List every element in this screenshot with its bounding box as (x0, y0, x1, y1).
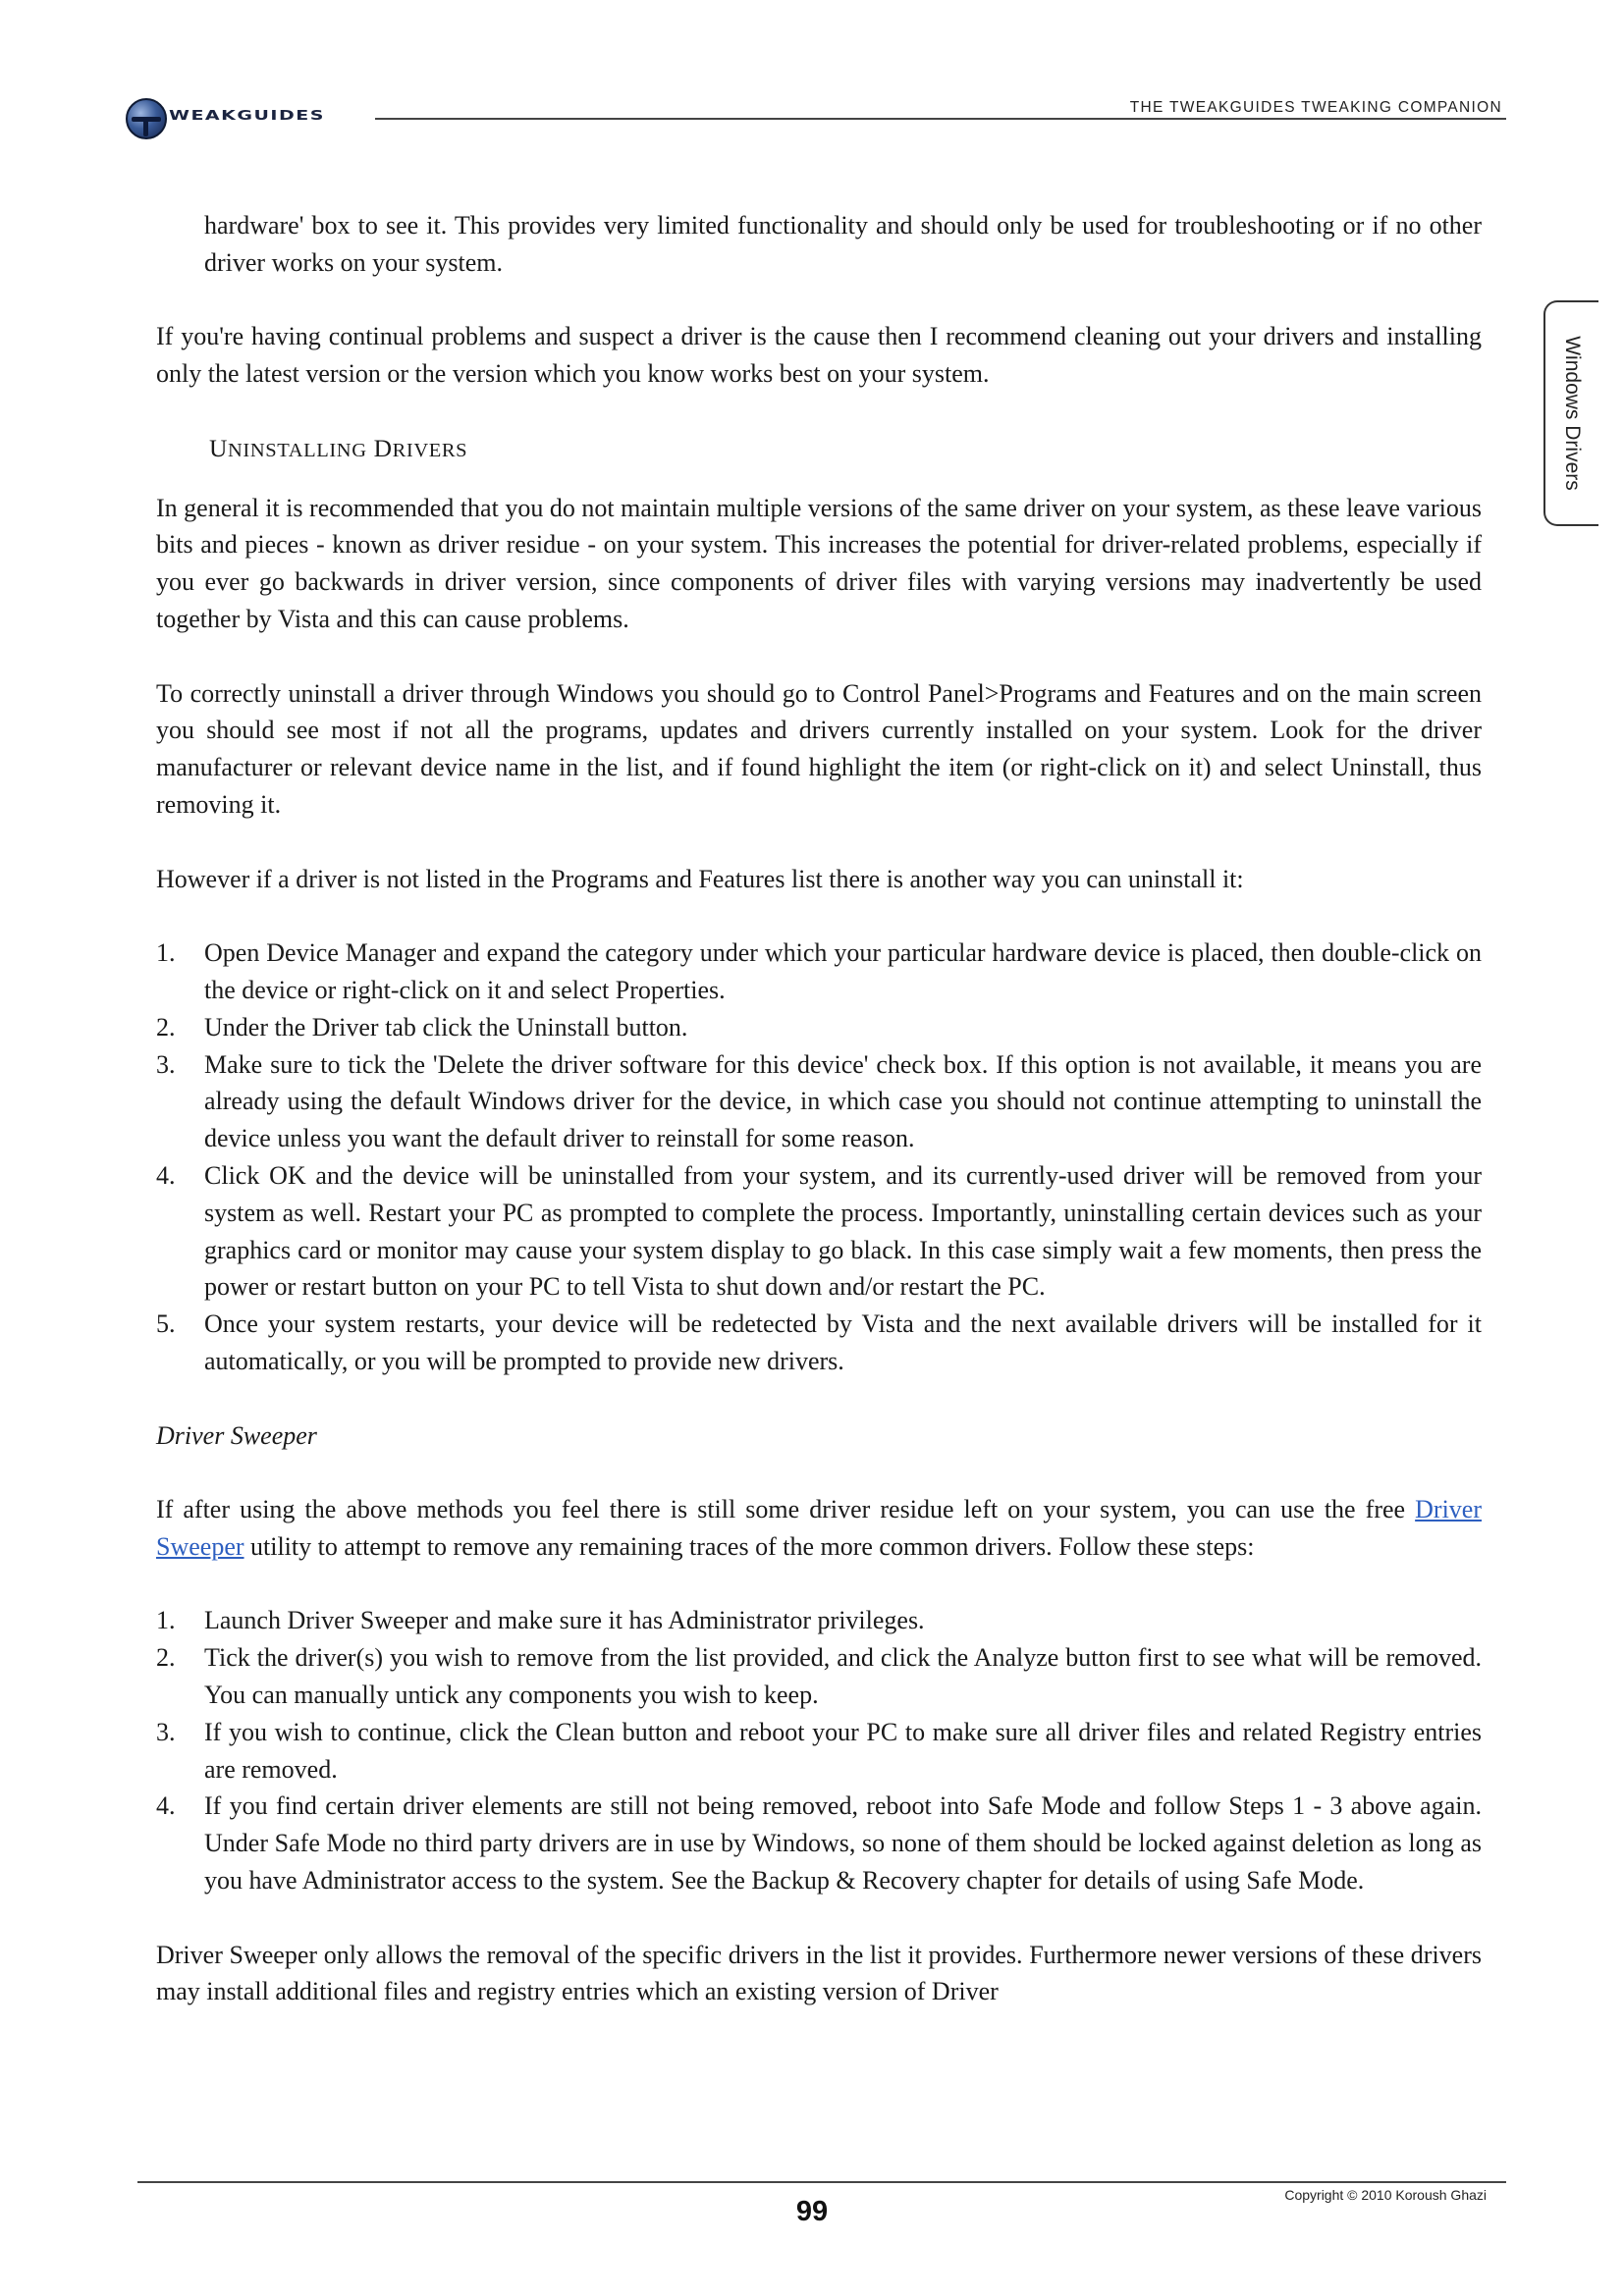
footer-copyright: Copyright © 2010 Koroush Ghazi (1284, 2187, 1487, 2203)
chapter-side-tab-label: Windows Drivers (1561, 336, 1584, 491)
logo-text: WEAKGUIDES (169, 108, 325, 124)
heading-initial-1: U (209, 433, 229, 462)
section-heading (156, 430, 1482, 470)
general-paragraph: In general it is recommended that you do not maintain multiple versions of the same driver on your system, as these leave various bits and pieces - known as driver residue - on your system. This increases the potential for driver-related problems, especially if you ever go backwards in driver version, since components of driver files with varying versions may inadvertently be used together by Vista and this can cause problems. (156, 493, 1482, 633)
list-item (156, 1788, 1482, 1898)
list-item-number: 4. (156, 1160, 176, 1190)
list-item-text: Under the Driver tab click the Uninstall button. (204, 1012, 688, 1041)
list-item-number: 1. (156, 938, 176, 968)
continued-paragraph: hardware' box to see it. This provides very limited functionality and should only be used for troubleshooting or if no other driver works on your system. (204, 211, 1482, 277)
heading-rest-2: RIVERS (392, 439, 468, 461)
heading-rest-1: NINSTALLING (228, 439, 367, 461)
list-item (156, 1306, 1482, 1380)
list-item-number: 4. (156, 1791, 176, 1821)
sweeper-text-after: utility to attempt to remove any remaining traces of the more common drivers. Follow these steps: (244, 1531, 1255, 1561)
list-item-text: Click OK and the device will be uninstalled from your system, and its currently-used driver will be removed from your system as well. Restart your PC as prompted to complete the process. Importantly, uninstalling certain devices such as your graphics card or monitor may cause your system display to go black. In this case simply wait a few moments, then press the power or restart button on your PC to tell Vista to shut down and/or restart the PC. (204, 1160, 1482, 1302)
chapter-side-tab (1543, 300, 1598, 526)
list-item (156, 1714, 1482, 1789)
footer-rule (137, 2181, 1506, 2183)
list-item-number: 3. (156, 1049, 176, 1079)
list-item-number: 2. (156, 1643, 176, 1673)
list-item-text: Make sure to tick the 'Delete the driver software for this device' check box. If this option is not available, it means you are already using the default Windows driver for the device, in which case you should not continue attempting to uninstall the device unless you want the default driver to reinstall for some reason. (204, 1049, 1482, 1153)
final-paragraph: Driver Sweeper only allows the removal of the specific drivers in the list it provides. Furthermore newer versions of these drivers may install additional files and registry entries which an existing version of Driver (156, 1940, 1482, 2006)
heading-initial-2: D (373, 433, 393, 462)
list-item-number: 2. (156, 1012, 176, 1041)
list-item (156, 934, 1482, 1009)
list-item-text: If you wish to continue, click the Clean button and reboot your PC to make sure all driver files and related Registry entries are removed. (204, 1717, 1482, 1784)
list-item (156, 1639, 1482, 1714)
list-item-text: Launch Driver Sweeper and make sure it has Administrator privileges. (204, 1606, 925, 1635)
sweeper-text-before: If after using the above methods you feel there is still some driver residue left on your system, you can use the free (156, 1495, 1416, 1524)
header-rule (375, 118, 1506, 120)
header-title: THE TWEAKGUIDES TWEAKING COMPANION (1129, 99, 1502, 116)
list-item-text: Tick the driver(s) you wish to remove from the list provided, and click the Analyze button first to see what will be removed. You can manually untick any components you wish to keep. (204, 1643, 1482, 1710)
page-number: 99 (795, 2196, 829, 2227)
correctly-paragraph: To correctly uninstall a driver through Windows you should go to Control Panel>Programs and Features and on the main screen you should see most if not all the programs, updates and drivers currently installed on your system. Look for the driver manufacturer or relevant device name in the list, and if found highlight the item (or right-click on it) and select Uninstall, thus removing it. (156, 678, 1482, 819)
list-item (156, 1602, 1482, 1639)
sweeper-paragraph (156, 1491, 1482, 1566)
however-paragraph: However if a driver is not listed in the Programs and Features list there is another way you can uninstall it: (156, 864, 1244, 893)
list-item-text: Open Device Manager and expand the category under which your particular hardware device is placed, then double-click on the device or right-click on it and select Properties. (204, 938, 1482, 1004)
sweeper-steps-list (156, 1602, 1482, 1898)
list-item (156, 1046, 1482, 1157)
driver-sweeper-link[interactable]: Driver Sweeper (156, 1495, 1482, 1561)
list-item-number: 5. (156, 1309, 176, 1339)
list-item-number: 3. (156, 1717, 176, 1746)
globe-icon (126, 98, 167, 139)
list-item-text: Once your system restarts, your device will be redetected by Vista and the next available drivers will be installed for it automatically, or you will be prompted to provide new drivers. (204, 1309, 1482, 1375)
list-item-number: 1. (156, 1606, 176, 1635)
tweakguides-logo (126, 98, 361, 143)
list-item-text: If you find certain driver elements are still not being removed, reboot into Safe Mode and follow Steps 1 - 3 above again. Under Safe Mode no third party drivers are in use by Windows, so none of them should be locked against deletion as long as you have Administrator access to the system. See the Backup & Recovery chapter for details of using Safe Mode. (204, 1791, 1482, 1896)
cleaning-paragraph: If you're having continual problems and suspect a driver is the cause then I recommend cleaning out your drivers and installing only the latest version or the version which you know works best on your system. (156, 322, 1482, 389)
uninstall-steps-list (156, 934, 1482, 1380)
driver-sweeper-subheading: Driver Sweeper (156, 1420, 317, 1450)
list-item (156, 1009, 1482, 1046)
list-item (156, 1157, 1482, 1306)
page-content (156, 207, 1482, 2010)
